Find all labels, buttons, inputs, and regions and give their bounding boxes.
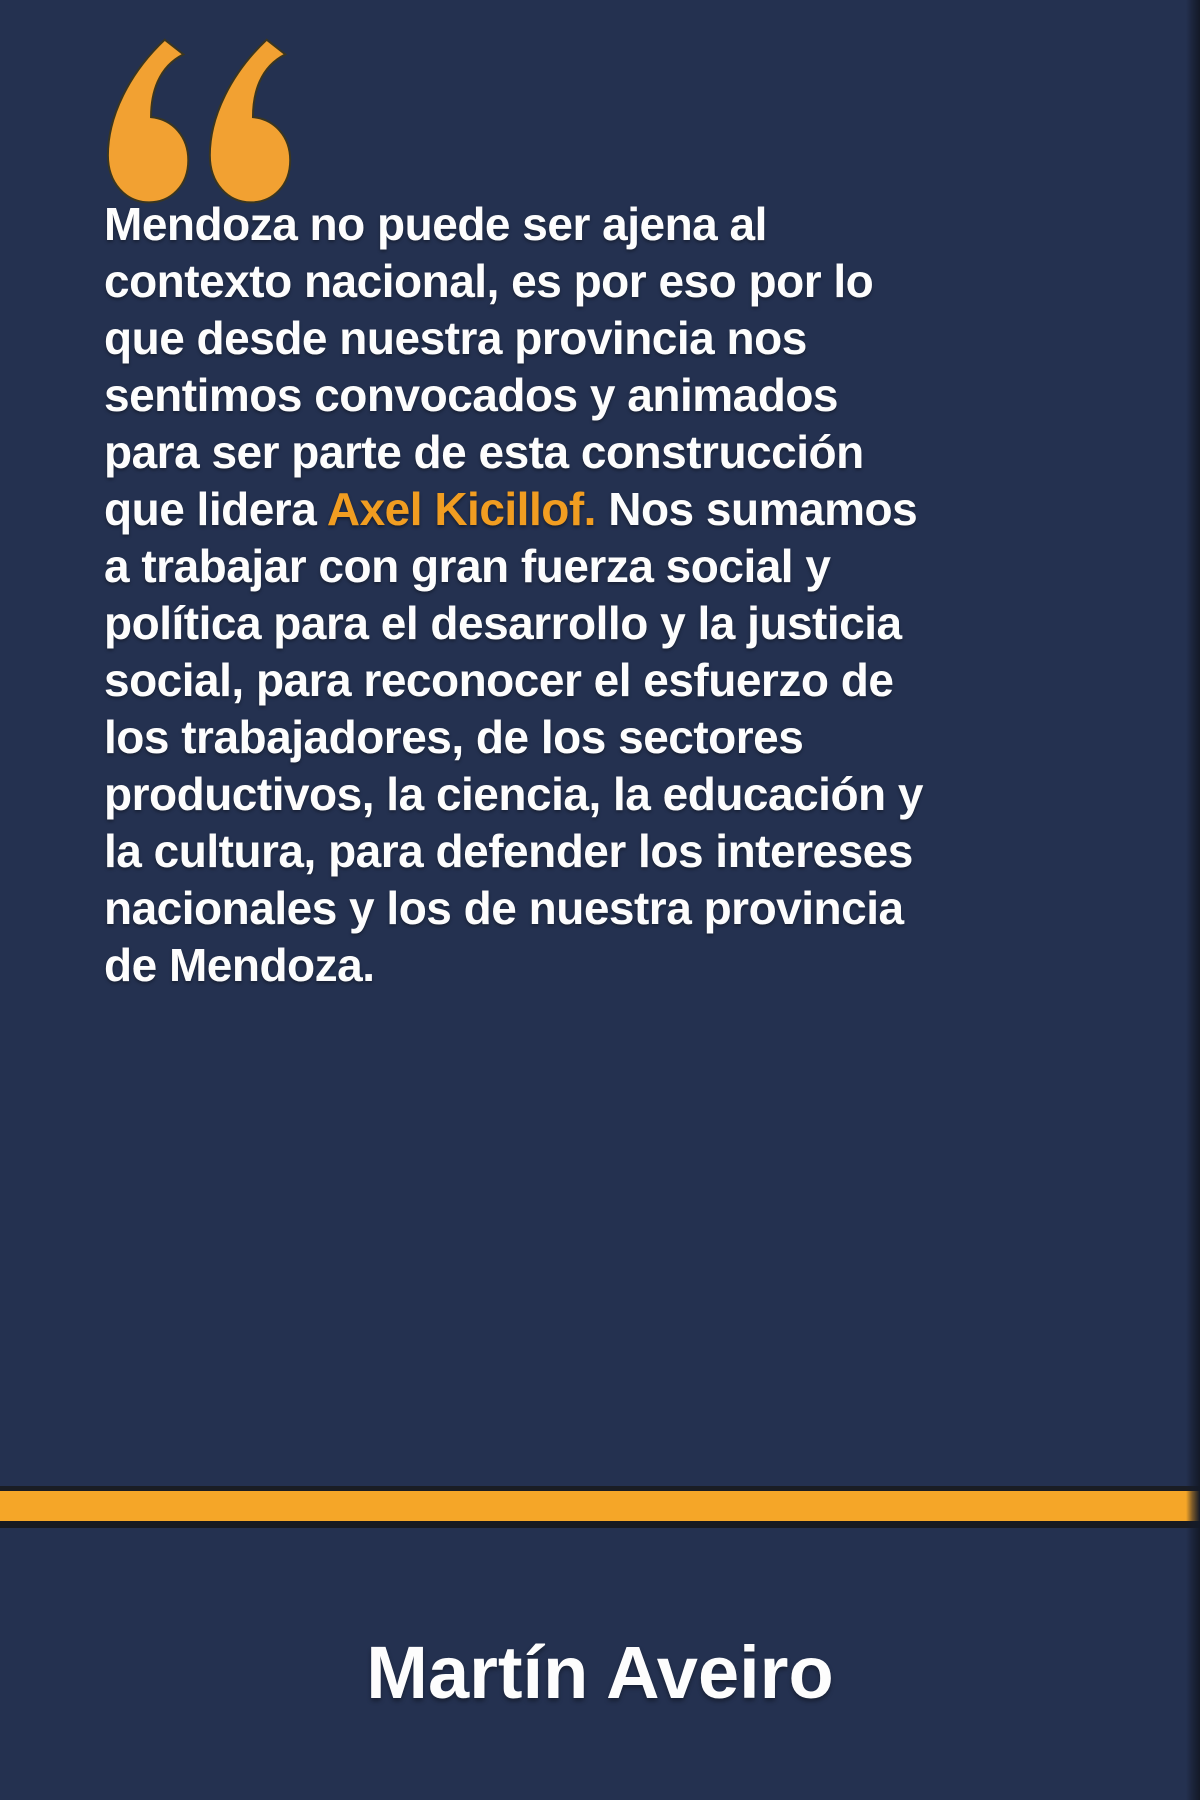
right-edge-shade	[1186, 0, 1200, 1800]
divider-bar	[0, 1486, 1200, 1528]
quote-text	[104, 196, 940, 994]
attribution-name: Martín Aveiro	[366, 1631, 834, 1714]
quote-text-after: Nos sumamos a trabajar con gran fuerza social y política para el desarrollo y la justicia social, para reconocer el esfuerzo de los trabajadores, de los sectores productivos, la ciencia, la educación y la cultura, para defender los intereses nacionales y los de nuestra provincia de Mendoza.	[104, 483, 924, 991]
opening-double-quote-icon	[104, 36, 300, 208]
person-name-highlight: Axel Kicillof.	[326, 483, 596, 535]
quote-text-before: Mendoza no puede ser ajena al contexto nacional, es por eso por lo que desde nuestra provincia nos sentimos convocados y animados para ser parte de esta construcción que lidera	[104, 198, 874, 535]
